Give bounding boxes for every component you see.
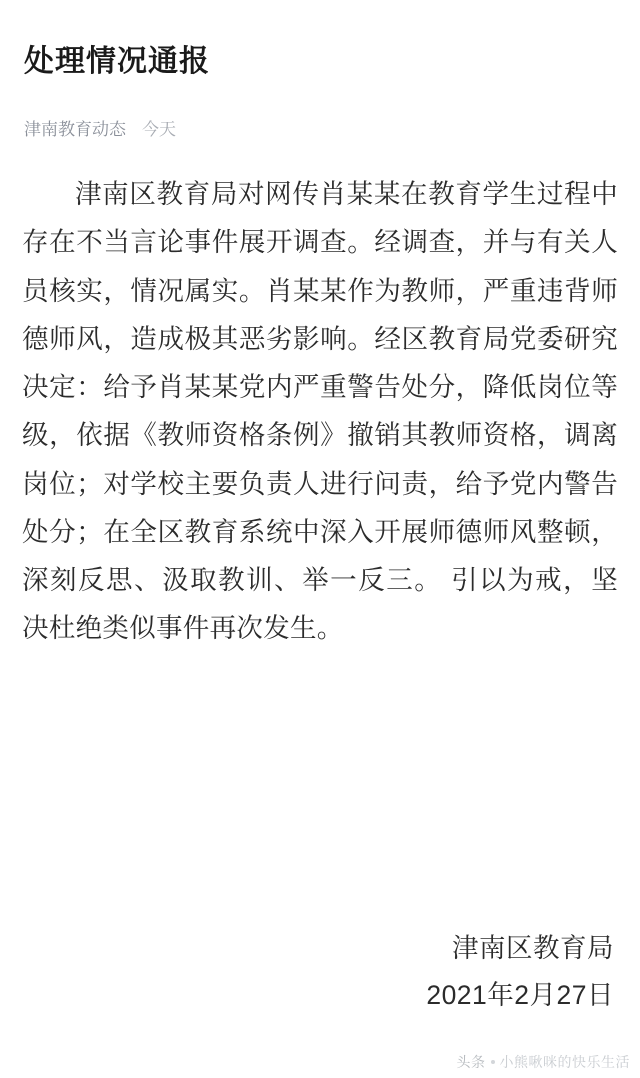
separator-dot-icon (491, 1060, 495, 1064)
article-body (0, 140, 640, 652)
watermark (457, 1052, 631, 1072)
article-source[interactable]: 津南教育动态 (24, 120, 126, 140)
article-meta (0, 101, 640, 140)
signature-block (426, 925, 614, 1020)
platform-logo-text: 头条 (456, 1054, 486, 1071)
signature-organization: 津南区教育局 (452, 932, 614, 963)
article-page (0, 20, 640, 1078)
article-timestamp: 今天 (142, 120, 176, 140)
watermark-author: 小熊啾咪的快乐生活 (499, 1054, 630, 1071)
signature-date: 2021年2月27日 (426, 980, 614, 1011)
article-paragraph: 津南区教育局对网传肖某某在教育学生过程中存在不当言论事件展开调查。经调查，并与有关人员核实，情况属实。肖某某作为教师，严重违背师德师风，造成极其恶劣影响。经区教育局党委研究决定：给予肖某某党内严重警告处分，降低岗位等级，依据《教师资格条例》撤销其教师资格，调离岗位；对学校主要负责人进行问责，给予党内警告处分；在全区教育系统中深入开展师德师风整顿，深刻反思、汲取教训、举一反三。 引以为戒，坚决杜绝类似事件再次发生。 (22, 179, 618, 644)
page-title: 处理情况通报 (24, 45, 210, 79)
